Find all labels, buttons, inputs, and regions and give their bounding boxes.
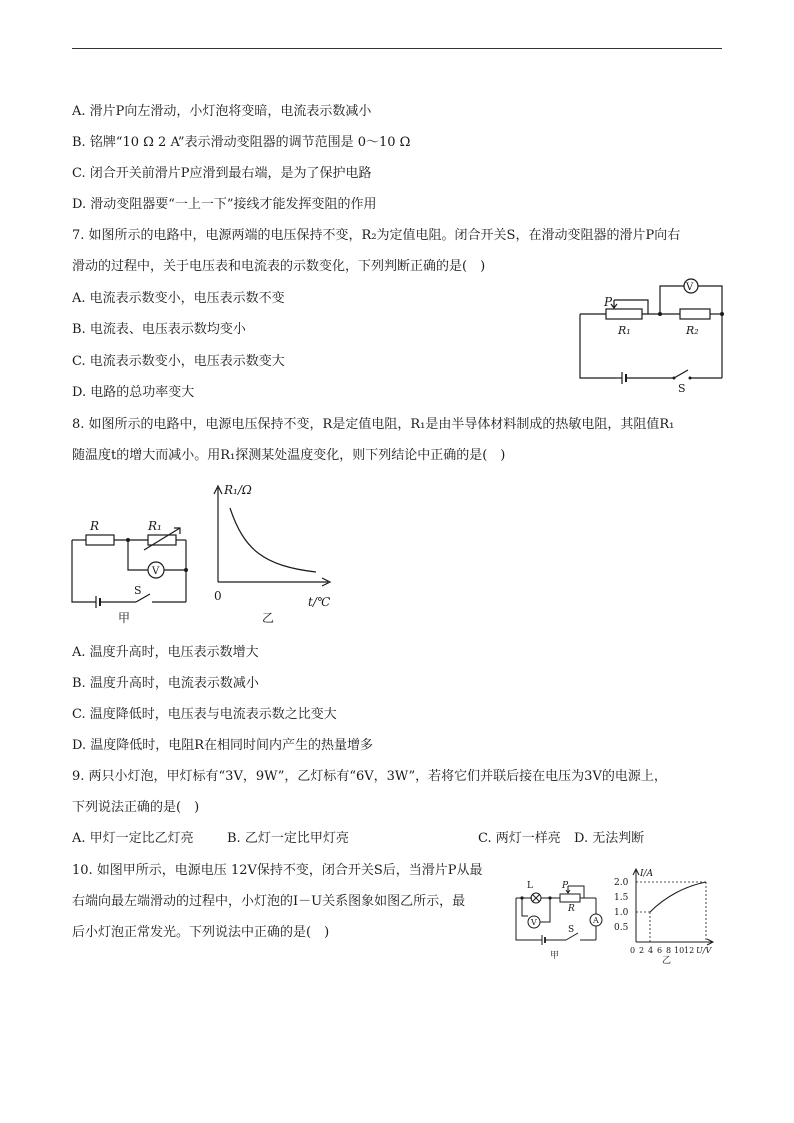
q7-label-r1: R₁ — [618, 324, 631, 337]
q8-label-yi: 乙 — [262, 611, 275, 625]
q7-label-v: V — [686, 282, 694, 293]
q7-option-d: D. 电路的总功率变大 — [72, 385, 195, 400]
q7-switch — [674, 370, 688, 378]
q10-label-r: R — [568, 904, 575, 914]
q7-option-a: A. 电流表示数变小，电压表示数不变 — [72, 291, 285, 306]
q7-resistor-r2 — [680, 309, 710, 319]
q10-stem-line1: 10. 如图甲所示，电源电压 12V保持不变，闭合开关S后，当滑片P从最 — [72, 863, 483, 878]
q8-y-label: R₁/Ω — [224, 483, 252, 497]
q10-xtick: 8 — [666, 946, 672, 955]
q10-stem-line2: 右端向最左端滑动的过程中，小灯泡的I－U关系图象如图乙所示，最 — [72, 894, 466, 909]
q10-label-a: A — [593, 916, 599, 925]
q7-label-s: S — [678, 382, 686, 395]
q10-ytick: 2.0 — [614, 878, 629, 888]
q10-ytick: 0.5 — [614, 923, 629, 933]
q10-label-p: P — [562, 881, 569, 891]
q9-option-a: A. 甲灯一定比乙灯亮 — [72, 831, 194, 846]
q10-rheostat — [560, 894, 580, 902]
q10-ytick: 1.5 — [614, 893, 629, 903]
q10-x-label: U/V — [696, 946, 712, 955]
q8-option-a: A. 温度升高时，电压表示数增大 — [72, 645, 259, 660]
q7-circuit-diagram — [572, 272, 728, 395]
q6-option-d: D. 滑动变阻器要“一上一下”接线才能发挥变阻的作用 — [72, 197, 377, 212]
q7-stem-line1: 7. 如图所示的电路中，电源两端的电压保持不变，R₂为定值电阻。闭合开关S，在滑动变阻器的滑片P向右 — [72, 228, 681, 243]
q10-stem-line3: 后小灯泡正常发光。下列说法中正确的是( ) — [72, 925, 330, 940]
q7-option-c: C. 电流表示数变小，电压表示数变大 — [72, 354, 285, 369]
q7-label-r2: R₂ — [686, 324, 699, 337]
q8-label-r1: R₁ — [148, 519, 162, 533]
q10-y-label: I/A — [640, 869, 654, 879]
q10-ytick: 1.0 — [614, 908, 629, 918]
q10-label-jia: 甲 — [550, 951, 560, 961]
q7-label-p: P — [604, 295, 613, 309]
q6-option-c: C. 闭合开关前滑片P应滑到最右端，是为了保护电路 — [72, 166, 372, 181]
q8-x-label: t/℃ — [308, 595, 331, 609]
q6-option-a: A. 滑片P向左滑动，小灯泡将变暗，电流表示数减小 — [72, 104, 372, 119]
q10-xtick: 0 — [630, 946, 636, 955]
q8-stem-line2: 随温度t的增大而减小。用R₁探测某处温度变化，则下列结论中正确的是( ) — [72, 448, 506, 463]
q8-label-jia: 甲 — [118, 611, 131, 625]
q8-option-c: C. 温度降低时，电压表与电流表示数之比变大 — [72, 707, 337, 722]
q10-xtick: 6 — [657, 946, 663, 955]
header-rule — [72, 48, 722, 49]
q10-xtick: 10 — [674, 946, 685, 955]
q9-option-b: B. 乙灯一定比甲灯亮 — [227, 831, 349, 846]
q10-xtick: 2 — [639, 946, 645, 955]
q9-option-d: D. 无法判断 — [574, 831, 645, 846]
q8-label-r: R — [90, 519, 100, 533]
q10-label-v: V — [531, 918, 537, 927]
q8-option-b: B. 温度升高时，电流表示数减小 — [72, 676, 259, 691]
q8-circuit-diagram-jia — [66, 514, 196, 624]
q8-resistor-r — [86, 535, 114, 545]
q8-stem-line1: 8. 如图所示的电路中，电源电压保持不变，R是定值电阻，R₁是由半导体材料制成的热敏电阻，其阻值R₁ — [72, 417, 675, 432]
q7-resistor-r1 — [606, 309, 642, 319]
q9-stem-line1: 9. 两只小灯泡，甲灯标有“3V，9W”，乙灯标有“6V，3W”，若将它们并联后接在电压为3V的电源上， — [72, 769, 667, 784]
q10-label-l: L — [527, 881, 533, 891]
q8-label-s: S — [134, 584, 142, 597]
q7-wire-left — [580, 314, 616, 378]
q9-option-c: C. 两灯一样亮 — [478, 831, 561, 846]
q10-circuit-diagram-jia — [510, 874, 606, 960]
q10-xtick: 4 — [648, 946, 654, 955]
q9-stem-line2: 下列说法正确的是( ) — [72, 800, 200, 815]
q10-iu-curve — [650, 882, 706, 912]
q10-xtick: 12 — [684, 946, 695, 955]
q8-thermistor-r1 — [148, 535, 176, 545]
q6-option-b: B. 铭牌“10 Ω 2 A”表示滑动变阻器的调节范围是 0～10 Ω — [72, 135, 411, 150]
q7-stem-line2: 滑动的过程中，关于电压表和电流表的示数变化，下列判断正确的是( ) — [72, 259, 486, 274]
q10-graph-yi — [610, 864, 722, 964]
q10-label-s: S — [568, 925, 575, 935]
q8-origin: 0 — [214, 589, 222, 603]
q10-label-yi: 乙 — [662, 956, 672, 966]
q8-graph-yi — [204, 480, 344, 632]
q8-option-d: D. 温度降低时，电阻R在相同时间内产生的热量增多 — [72, 738, 374, 753]
q8-curve — [230, 508, 316, 572]
q7-option-b: B. 电流表、电压表示数均变小 — [72, 322, 246, 337]
q8-label-v: V — [152, 566, 160, 577]
